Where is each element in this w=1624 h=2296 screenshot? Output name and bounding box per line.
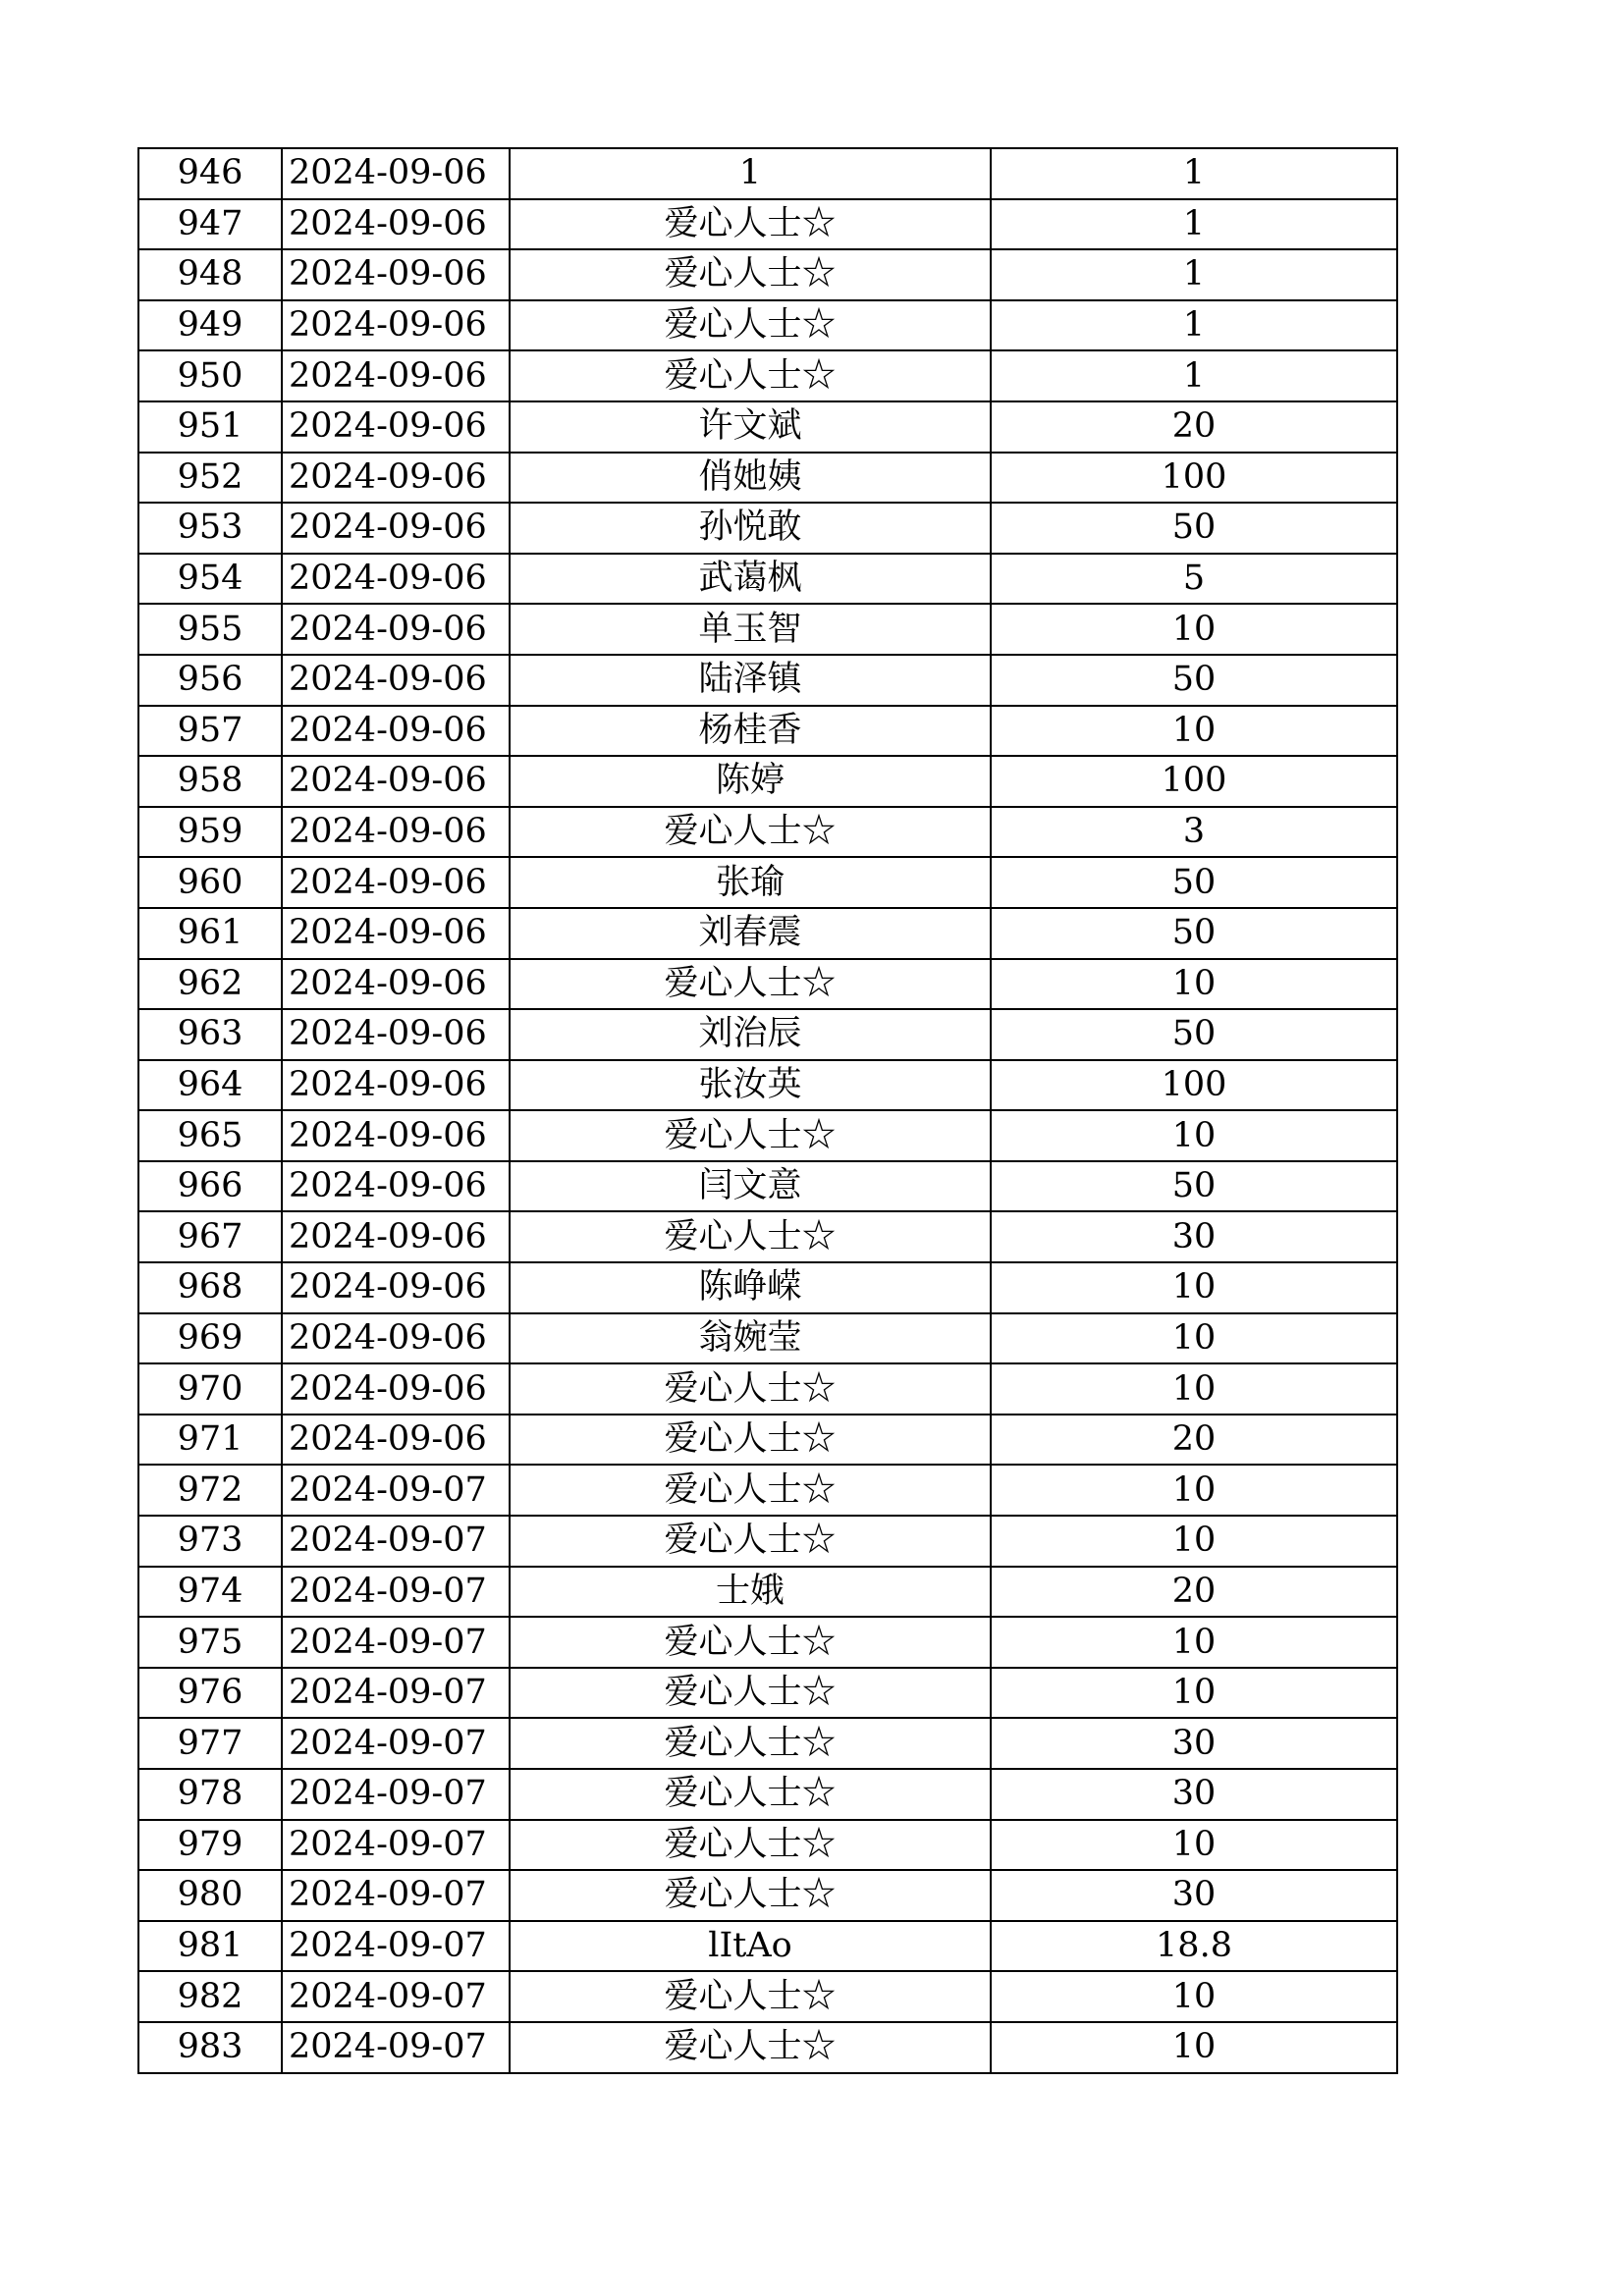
donor-name-cell: 刘治辰 bbox=[510, 1009, 991, 1060]
row-number-cell: 950 bbox=[138, 350, 282, 401]
donor-name-cell: 爱心人士☆ bbox=[510, 1870, 991, 1921]
date-cell: 2024-09-06 bbox=[282, 604, 510, 655]
table-row bbox=[138, 1921, 1397, 1972]
date-cell: 2024-09-07 bbox=[282, 1668, 510, 1719]
donor-name-cell: 俏她姨 bbox=[510, 453, 991, 504]
donation-table-body bbox=[138, 148, 1397, 2073]
row-number-cell: 963 bbox=[138, 1009, 282, 1060]
date-cell: 2024-09-06 bbox=[282, 401, 510, 453]
row-number-cell: 977 bbox=[138, 1718, 282, 1769]
date-cell: 2024-09-06 bbox=[282, 1262, 510, 1313]
donor-name-cell: 爱心人士☆ bbox=[510, 1211, 991, 1262]
date-cell: 2024-09-06 bbox=[282, 807, 510, 858]
date-cell: 2024-09-06 bbox=[282, 453, 510, 504]
donor-name-cell: 爱心人士☆ bbox=[510, 1110, 991, 1161]
date-cell: 2024-09-07 bbox=[282, 1971, 510, 2022]
row-number-cell: 971 bbox=[138, 1415, 282, 1466]
date-cell: 2024-09-07 bbox=[282, 1820, 510, 1871]
date-cell: 2024-09-06 bbox=[282, 959, 510, 1010]
amount-cell: 10 bbox=[991, 1668, 1397, 1719]
row-number-cell: 957 bbox=[138, 706, 282, 757]
row-number-cell: 966 bbox=[138, 1161, 282, 1212]
amount-cell: 10 bbox=[991, 959, 1397, 1010]
donation-table bbox=[137, 147, 1398, 2074]
donor-name-cell: 爱心人士☆ bbox=[510, 959, 991, 1010]
donor-name-cell: 爱心人士☆ bbox=[510, 1363, 991, 1415]
table-row bbox=[138, 1769, 1397, 1820]
amount-cell: 100 bbox=[991, 1060, 1397, 1111]
table-row bbox=[138, 604, 1397, 655]
date-cell: 2024-09-06 bbox=[282, 503, 510, 554]
amount-cell: 5 bbox=[991, 554, 1397, 605]
donor-name-cell: 爱心人士☆ bbox=[510, 1769, 991, 1820]
donor-name-cell: 爱心人士☆ bbox=[510, 300, 991, 351]
row-number-cell: 967 bbox=[138, 1211, 282, 1262]
table-row bbox=[138, 401, 1397, 453]
date-cell: 2024-09-07 bbox=[282, 1617, 510, 1668]
amount-cell: 1 bbox=[991, 148, 1397, 199]
amount-cell: 10 bbox=[991, 1971, 1397, 2022]
row-number-cell: 975 bbox=[138, 1617, 282, 1668]
date-cell: 2024-09-06 bbox=[282, 300, 510, 351]
amount-cell: 10 bbox=[991, 2022, 1397, 2073]
date-cell: 2024-09-06 bbox=[282, 350, 510, 401]
amount-cell: 20 bbox=[991, 1567, 1397, 1618]
donor-name-cell: 爱心人士☆ bbox=[510, 249, 991, 300]
donor-name-cell: 刘春震 bbox=[510, 908, 991, 959]
row-number-cell: 980 bbox=[138, 1870, 282, 1921]
amount-cell: 20 bbox=[991, 1415, 1397, 1466]
amount-cell: 30 bbox=[991, 1718, 1397, 1769]
date-cell: 2024-09-06 bbox=[282, 1110, 510, 1161]
amount-cell: 50 bbox=[991, 503, 1397, 554]
date-cell: 2024-09-06 bbox=[282, 908, 510, 959]
amount-cell: 50 bbox=[991, 655, 1397, 706]
table-row bbox=[138, 199, 1397, 250]
row-number-cell: 960 bbox=[138, 857, 282, 908]
amount-cell: 20 bbox=[991, 401, 1397, 453]
donor-name-cell: 张汝英 bbox=[510, 1060, 991, 1111]
donor-name-cell: 1 bbox=[510, 148, 991, 199]
donor-name-cell: 爱心人士☆ bbox=[510, 350, 991, 401]
row-number-cell: 964 bbox=[138, 1060, 282, 1111]
row-number-cell: 972 bbox=[138, 1465, 282, 1516]
date-cell: 2024-09-06 bbox=[282, 199, 510, 250]
row-number-cell: 973 bbox=[138, 1516, 282, 1567]
donor-name-cell: 爱心人士☆ bbox=[510, 1516, 991, 1567]
table-row bbox=[138, 1211, 1397, 1262]
amount-cell: 10 bbox=[991, 1820, 1397, 1871]
amount-cell: 100 bbox=[991, 453, 1397, 504]
row-number-cell: 956 bbox=[138, 655, 282, 706]
table-row bbox=[138, 706, 1397, 757]
table-row bbox=[138, 1415, 1397, 1466]
amount-cell: 50 bbox=[991, 908, 1397, 959]
date-cell: 2024-09-06 bbox=[282, 1161, 510, 1212]
table-row bbox=[138, 1161, 1397, 1212]
donor-name-cell: 爱心人士☆ bbox=[510, 2022, 991, 2073]
donor-name-cell: 爱心人士☆ bbox=[510, 1617, 991, 1668]
donor-name-cell: 许文斌 bbox=[510, 401, 991, 453]
date-cell: 2024-09-07 bbox=[282, 1870, 510, 1921]
row-number-cell: 965 bbox=[138, 1110, 282, 1161]
amount-cell: 30 bbox=[991, 1211, 1397, 1262]
date-cell: 2024-09-06 bbox=[282, 756, 510, 807]
table-row bbox=[138, 503, 1397, 554]
table-row bbox=[138, 1465, 1397, 1516]
date-cell: 2024-09-06 bbox=[282, 655, 510, 706]
table-row bbox=[138, 350, 1397, 401]
table-row bbox=[138, 857, 1397, 908]
amount-cell: 50 bbox=[991, 1161, 1397, 1212]
date-cell: 2024-09-06 bbox=[282, 1415, 510, 1466]
table-row bbox=[138, 453, 1397, 504]
row-number-cell: 951 bbox=[138, 401, 282, 453]
row-number-cell: 981 bbox=[138, 1921, 282, 1972]
date-cell: 2024-09-06 bbox=[282, 554, 510, 605]
table-row bbox=[138, 1516, 1397, 1567]
row-number-cell: 948 bbox=[138, 249, 282, 300]
donor-name-cell: 爱心人士☆ bbox=[510, 1668, 991, 1719]
donor-name-cell: 翁婉莹 bbox=[510, 1313, 991, 1364]
donor-name-cell: 单玉智 bbox=[510, 604, 991, 655]
donor-name-cell: 陈婷 bbox=[510, 756, 991, 807]
row-number-cell: 958 bbox=[138, 756, 282, 807]
table-row bbox=[138, 1870, 1397, 1921]
date-cell: 2024-09-07 bbox=[282, 1516, 510, 1567]
table-row bbox=[138, 655, 1397, 706]
table-row bbox=[138, 1313, 1397, 1364]
table-row bbox=[138, 554, 1397, 605]
donor-name-cell: 爱心人士☆ bbox=[510, 1971, 991, 2022]
donor-name-cell: 杨桂香 bbox=[510, 706, 991, 757]
amount-cell: 10 bbox=[991, 1465, 1397, 1516]
table-row bbox=[138, 2022, 1397, 2073]
table-row bbox=[138, 1363, 1397, 1415]
amount-cell: 1 bbox=[991, 300, 1397, 351]
donor-name-cell: 爱心人士☆ bbox=[510, 807, 991, 858]
amount-cell: 10 bbox=[991, 1516, 1397, 1567]
donor-name-cell: 爱心人士☆ bbox=[510, 1718, 991, 1769]
date-cell: 2024-09-06 bbox=[282, 1313, 510, 1364]
amount-cell: 10 bbox=[991, 1262, 1397, 1313]
table-row bbox=[138, 1971, 1397, 2022]
row-number-cell: 952 bbox=[138, 453, 282, 504]
donor-name-cell: 陆泽镇 bbox=[510, 655, 991, 706]
table-row bbox=[138, 300, 1397, 351]
table-row bbox=[138, 756, 1397, 807]
donor-name-cell: 爱心人士☆ bbox=[510, 1820, 991, 1871]
amount-cell: 1 bbox=[991, 350, 1397, 401]
amount-cell: 10 bbox=[991, 604, 1397, 655]
amount-cell: 50 bbox=[991, 857, 1397, 908]
date-cell: 2024-09-06 bbox=[282, 1009, 510, 1060]
table-row bbox=[138, 807, 1397, 858]
amount-cell: 10 bbox=[991, 706, 1397, 757]
date-cell: 2024-09-07 bbox=[282, 1567, 510, 1618]
amount-cell: 1 bbox=[991, 249, 1397, 300]
donor-name-cell: 爱心人士☆ bbox=[510, 199, 991, 250]
row-number-cell: 969 bbox=[138, 1313, 282, 1364]
table-row bbox=[138, 1567, 1397, 1618]
table-row bbox=[138, 1110, 1397, 1161]
row-number-cell: 983 bbox=[138, 2022, 282, 2073]
date-cell: 2024-09-07 bbox=[282, 1718, 510, 1769]
amount-cell: 1 bbox=[991, 199, 1397, 250]
row-number-cell: 962 bbox=[138, 959, 282, 1010]
row-number-cell: 961 bbox=[138, 908, 282, 959]
row-number-cell: 946 bbox=[138, 148, 282, 199]
row-number-cell: 959 bbox=[138, 807, 282, 858]
donor-name-cell: 闫文意 bbox=[510, 1161, 991, 1212]
amount-cell: 3 bbox=[991, 807, 1397, 858]
table-row bbox=[138, 249, 1397, 300]
date-cell: 2024-09-06 bbox=[282, 148, 510, 199]
amount-cell: 100 bbox=[991, 756, 1397, 807]
table-row bbox=[138, 1668, 1397, 1719]
date-cell: 2024-09-07 bbox=[282, 1465, 510, 1516]
row-number-cell: 976 bbox=[138, 1668, 282, 1719]
date-cell: 2024-09-06 bbox=[282, 706, 510, 757]
date-cell: 2024-09-07 bbox=[282, 2022, 510, 2073]
donor-name-cell: 武蔼枫 bbox=[510, 554, 991, 605]
amount-cell: 10 bbox=[991, 1110, 1397, 1161]
table-row bbox=[138, 959, 1397, 1010]
donor-name-cell: 爱心人士☆ bbox=[510, 1415, 991, 1466]
table-row bbox=[138, 1009, 1397, 1060]
date-cell: 2024-09-06 bbox=[282, 1363, 510, 1415]
donor-name-cell: 张瑜 bbox=[510, 857, 991, 908]
date-cell: 2024-09-07 bbox=[282, 1769, 510, 1820]
row-number-cell: 979 bbox=[138, 1820, 282, 1871]
donor-name-cell: 爱心人士☆ bbox=[510, 1465, 991, 1516]
amount-cell: 30 bbox=[991, 1769, 1397, 1820]
row-number-cell: 978 bbox=[138, 1769, 282, 1820]
table-row bbox=[138, 1718, 1397, 1769]
donor-name-cell: 陈峥嵘 bbox=[510, 1262, 991, 1313]
table-row bbox=[138, 908, 1397, 959]
date-cell: 2024-09-06 bbox=[282, 1060, 510, 1111]
donor-name-cell: lItAo bbox=[510, 1921, 991, 1972]
date-cell: 2024-09-06 bbox=[282, 857, 510, 908]
row-number-cell: 982 bbox=[138, 1971, 282, 2022]
table-row bbox=[138, 148, 1397, 199]
date-cell: 2024-09-07 bbox=[282, 1921, 510, 1972]
donor-name-cell: 士娥 bbox=[510, 1567, 991, 1618]
table-row bbox=[138, 1262, 1397, 1313]
row-number-cell: 953 bbox=[138, 503, 282, 554]
amount-cell: 50 bbox=[991, 1009, 1397, 1060]
date-cell: 2024-09-06 bbox=[282, 1211, 510, 1262]
row-number-cell: 954 bbox=[138, 554, 282, 605]
table-row bbox=[138, 1820, 1397, 1871]
row-number-cell: 968 bbox=[138, 1262, 282, 1313]
row-number-cell: 947 bbox=[138, 199, 282, 250]
row-number-cell: 974 bbox=[138, 1567, 282, 1618]
amount-cell: 18.8 bbox=[991, 1921, 1397, 1972]
amount-cell: 30 bbox=[991, 1870, 1397, 1921]
row-number-cell: 970 bbox=[138, 1363, 282, 1415]
amount-cell: 10 bbox=[991, 1363, 1397, 1415]
amount-cell: 10 bbox=[991, 1617, 1397, 1668]
row-number-cell: 949 bbox=[138, 300, 282, 351]
amount-cell: 10 bbox=[991, 1313, 1397, 1364]
row-number-cell: 955 bbox=[138, 604, 282, 655]
table-row bbox=[138, 1060, 1397, 1111]
table-row bbox=[138, 1617, 1397, 1668]
date-cell: 2024-09-06 bbox=[282, 249, 510, 300]
donor-name-cell: 孙悦敢 bbox=[510, 503, 991, 554]
